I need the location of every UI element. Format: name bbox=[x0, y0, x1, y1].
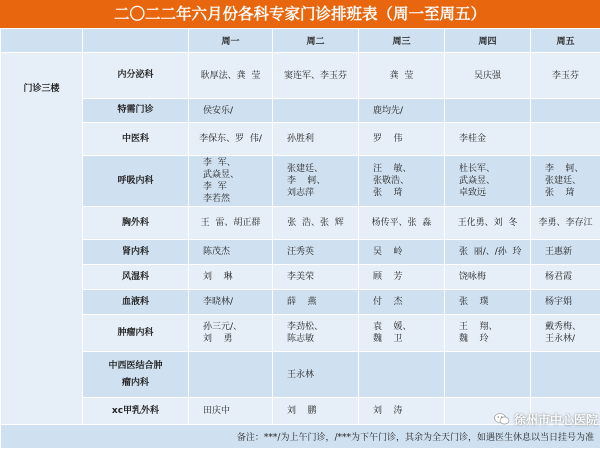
doctor-cell-tue: 张 浩、张 辉 bbox=[273, 207, 359, 240]
doctor-cell-wed bbox=[359, 352, 445, 398]
day-header-mon: 周一 bbox=[189, 29, 273, 53]
schedule-row bbox=[1, 123, 600, 156]
doctor-cell-wed: 刘 涛 bbox=[359, 398, 445, 425]
doctor-cell-thu bbox=[445, 99, 531, 123]
doctor-cell-fri: 李勇、李存江 bbox=[531, 207, 600, 240]
header-blank-dept bbox=[83, 29, 189, 53]
doctor-cell-tue: 李劲松、 陈志敏 bbox=[273, 315, 359, 352]
department-name: 肿瘤内科 bbox=[83, 315, 189, 352]
department-name: 中医科 bbox=[83, 123, 189, 156]
doctor-cell-fri: 杨君霞 bbox=[531, 265, 600, 290]
doctor-cell-wed: 袁 媛、 魏 卫 bbox=[359, 315, 445, 352]
day-header-tue: 周二 bbox=[273, 29, 359, 53]
day-header-thu: 周四 bbox=[445, 29, 531, 53]
doctor-cell-thu: 李桂金 bbox=[445, 123, 531, 156]
doctor-cell-tue: 张建廷、 李 轲、 刘志萍 bbox=[273, 156, 359, 207]
doctor-cell-mon: 李 军、 武焱昱、 李 军 李若然 bbox=[189, 156, 273, 207]
footer-note: 备注：***/为上午门诊，/***为下午门诊，其余为全天门诊，如遇医生休息以当日挂号为准 bbox=[1, 425, 600, 449]
doctor-cell-tue: 汪秀英 bbox=[273, 240, 359, 265]
doctor-cell-mon: 耿厚法、龚 莹 bbox=[189, 53, 273, 99]
doctor-cell-wed: 汪 敏、 张敬浩、 张 琦 bbox=[359, 156, 445, 207]
schedule-row bbox=[1, 53, 600, 99]
schedule-row bbox=[1, 156, 600, 207]
day-header-wed: 周三 bbox=[359, 29, 445, 53]
doctor-cell-mon: 刘 琳 bbox=[189, 265, 273, 290]
doctor-cell-thu: 吴庆强 bbox=[445, 53, 531, 99]
department-name: 血液科 bbox=[83, 290, 189, 315]
schedule-row bbox=[1, 240, 600, 265]
schedule-table bbox=[0, 28, 600, 449]
department-name: 风湿科 bbox=[83, 265, 189, 290]
schedule-row bbox=[1, 99, 600, 123]
doctor-cell-tue bbox=[273, 99, 359, 123]
header-row bbox=[1, 29, 600, 53]
doctor-cell-tue: 薛 燕 bbox=[273, 290, 359, 315]
department-name: 胸外科 bbox=[83, 207, 189, 240]
doctor-cell-fri: 杨宇娟 bbox=[531, 290, 600, 315]
doctor-cell-tue: 李美荣 bbox=[273, 265, 359, 290]
schedule-row bbox=[1, 315, 600, 352]
footer-row bbox=[1, 425, 600, 449]
doctor-cell-tue: 王永林 bbox=[273, 352, 359, 398]
floor-label: 门诊三楼 bbox=[1, 53, 83, 425]
doctor-cell-mon: 田庆中 bbox=[189, 398, 273, 425]
schedule-row bbox=[1, 352, 600, 398]
doctor-cell-fri: 李玉芬 bbox=[531, 53, 600, 99]
doctor-cell-fri: 王惠新 bbox=[531, 240, 600, 265]
doctor-cell-fri: 李 轲、 张建廷、 张 琦 bbox=[531, 156, 600, 207]
schedule-row bbox=[1, 265, 600, 290]
doctor-cell-mon: 陈茂杰 bbox=[189, 240, 273, 265]
doctor-cell-thu: 饶咏梅 bbox=[445, 265, 531, 290]
department-name: 内分泌科 bbox=[83, 53, 189, 99]
department-name: 特需门诊 bbox=[83, 99, 189, 123]
department-name: 呼吸内科 bbox=[83, 156, 189, 207]
doctor-cell-thu bbox=[445, 352, 531, 398]
doctor-cell-mon: 李晓林/ bbox=[189, 290, 273, 315]
doctor-cell-thu: 王化勇、刘 冬 bbox=[445, 207, 531, 240]
watermark-text: 徐州市中心医院 bbox=[513, 412, 598, 427]
doctor-cell-fri bbox=[531, 352, 600, 398]
doctor-cell-wed: 罗 伟 bbox=[359, 123, 445, 156]
doctor-cell-wed: 付 杰 bbox=[359, 290, 445, 315]
doctor-cell-thu: 王 翔、 魏 玲 bbox=[445, 315, 531, 352]
doctor-cell-wed: 杨传平、张 淼 bbox=[359, 207, 445, 240]
doctor-cell-mon: 王 雷、胡正群 bbox=[189, 207, 273, 240]
doctor-cell-wed: 吴 岭 bbox=[359, 240, 445, 265]
doctor-cell-wed: 顾 芳 bbox=[359, 265, 445, 290]
doctor-cell-tue: 孙胜利 bbox=[273, 123, 359, 156]
department-name: 中西医结合肿 瘤内科 bbox=[83, 352, 189, 398]
wechat-icon bbox=[494, 412, 510, 426]
doctor-cell-wed: 鹿均先/ bbox=[359, 99, 445, 123]
schedule-row bbox=[1, 290, 600, 315]
doctor-cell-fri: 戴秀梅、 王永林/ bbox=[531, 315, 600, 352]
doctor-cell-mon: 孙三元/、 刘 勇 bbox=[189, 315, 273, 352]
doctor-cell-wed: 龚 莹 bbox=[359, 53, 445, 99]
doctor-cell-thu: 张 丽/、/孙 玲 bbox=[445, 240, 531, 265]
doctor-cell-fri bbox=[531, 123, 600, 156]
doctor-cell-mon bbox=[189, 352, 273, 398]
doctor-cell-thu: 杜长军、 武焱昱、 卓致远 bbox=[445, 156, 531, 207]
doctor-cell-tue: 窦连军、李玉芬 bbox=[273, 53, 359, 99]
doctor-cell-thu: 张 璞 bbox=[445, 290, 531, 315]
schedule-body bbox=[1, 29, 600, 449]
department-name: xc甲乳外科 bbox=[83, 398, 189, 425]
header-blank-floor bbox=[1, 29, 83, 53]
schedule-title: 二〇二二年六月份各科专家门诊排班表（周一至周五） bbox=[0, 0, 600, 28]
doctor-cell-mon: 李保东、罗 伟/ bbox=[189, 123, 273, 156]
hospital-watermark bbox=[494, 410, 598, 428]
day-header-fri: 周五 bbox=[531, 29, 600, 53]
department-name: 肾内科 bbox=[83, 240, 189, 265]
doctor-cell-mon: 侯安乐/ bbox=[189, 99, 273, 123]
doctor-cell-fri bbox=[531, 99, 600, 123]
doctor-cell-tue: 刘 鹏 bbox=[273, 398, 359, 425]
schedule-row bbox=[1, 207, 600, 240]
